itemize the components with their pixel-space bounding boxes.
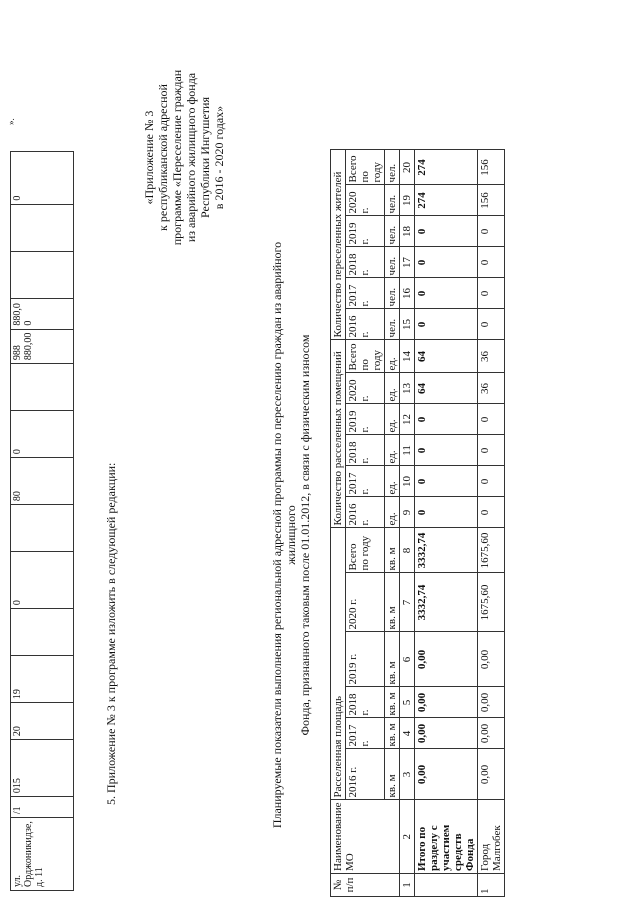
value-cell: 3332,74 [415,528,478,573]
table-body [415,150,505,897]
value-cell: 0 [415,435,478,466]
unit-cell: кв. м [385,632,400,687]
column-number: 15 [400,309,415,340]
cell: 880,0 0 [11,298,74,329]
column-numbers-row [400,150,415,897]
indicators-table [330,149,505,897]
unit-cell: чел. [385,185,400,216]
value-cell: 0 [415,278,478,309]
header-people: Количество переселенных жителей [331,150,346,340]
cell: 0 [11,151,74,204]
value-cell: 0,00 [478,749,505,800]
value-cell: 0 [478,404,505,435]
unit-cell: кв. м [385,749,400,800]
previous-table-fragment [10,151,74,891]
year-header: 2020 г. [346,373,385,404]
year-header: 2016 г. [346,309,385,340]
value-cell: 0 [478,247,505,278]
table-row [415,150,478,897]
column-number: 17 [400,247,415,278]
column-number: 11 [400,435,415,466]
unit-cell: ед. [385,373,400,404]
year-header: 2018 г. [346,435,385,466]
year-header: 2019 г. [346,216,385,247]
cell: 19 [11,656,74,703]
row-number [415,874,478,897]
column-number: 1 [400,874,415,897]
column-number: 12 [400,404,415,435]
year-header: Всего по году [346,150,385,185]
years-row [346,150,385,897]
column-number: 19 [400,185,415,216]
cell: /1 [11,797,74,818]
title-line: Фонда, признанного таковым после 01.01.2012, в связи с физическим износом [298,334,312,736]
column-number: 10 [400,466,415,497]
table-header-row [331,150,346,897]
year-header: 2017 г. [346,718,385,749]
value-cell: 0 [415,497,478,528]
value-cell: 0 [415,216,478,247]
year-header: 2019 г. [346,404,385,435]
column-number: 7 [400,573,415,632]
year-header: 2017 г. [346,466,385,497]
column-number: 5 [400,687,415,718]
year-header: 2016 г. [346,497,385,528]
cell [11,364,74,411]
unit-cell: ед. [385,404,400,435]
unit-cell: кв. м [385,573,400,632]
value-cell: 0,00 [478,718,505,749]
appendix-line: в 2016 - 2020 годах» [212,105,226,210]
value-cell: 0 [415,466,478,497]
value-cell: 0 [478,435,505,466]
unit-cell: ед. [385,497,400,528]
value-cell: 274 [415,150,478,185]
cell: 015 [11,740,74,797]
value-cell: 3332,74 [415,573,478,632]
column-number: 16 [400,278,415,309]
row-name: Город Малгобек [478,800,505,874]
cell: 80 [11,458,74,505]
column-number: 13 [400,373,415,404]
header-rooms: Количество расселенных помещений [331,340,346,528]
value-cell: 274 [415,185,478,216]
unit-cell: чел. [385,309,400,340]
value-cell: 0,00 [478,632,505,687]
year-header: 2016 г. [346,749,385,800]
title-line: Планируемые показатели выполнения региональной адресной программы по переселению граждан из аварийного жилищного [270,241,298,829]
value-cell: 0 [478,278,505,309]
closing-quote: ». [6,118,16,125]
value-cell: 36 [478,373,505,404]
year-header: 2017 г. [346,278,385,309]
unit-cell: чел. [385,247,400,278]
header-name: Наименование МО [331,800,400,874]
unit-cell: чел. [385,150,400,185]
value-cell: 0 [478,466,505,497]
cell [11,609,74,656]
appendix-line: «Приложение № 3 [142,110,156,205]
unit-cell: ед. [385,466,400,497]
value-cell: 1675,60 [478,573,505,632]
column-number: 14 [400,340,415,373]
value-cell: 0 [478,497,505,528]
year-header: Всего по году [346,340,385,373]
value-cell: 156 [478,150,505,185]
year-header: 2020 г. [346,185,385,216]
units-row [385,150,400,897]
column-number: 20 [400,150,415,185]
cell: 0 [11,411,74,458]
value-cell: 0 [415,247,478,278]
year-header: 2018 г. [346,247,385,278]
value-cell: 64 [415,340,478,373]
appendix-line: из аварийного жилищного фонда [184,72,198,243]
year-header: Всего по году [346,528,385,573]
value-cell: 0,00 [415,632,478,687]
cell: 20 [11,703,74,740]
table-row [11,151,74,890]
column-number: 6 [400,632,415,687]
year-header: 2020 г. [346,573,385,632]
value-cell: 36 [478,340,505,373]
value-cell: 156 [478,185,505,216]
row-number: 1 [478,874,505,897]
column-number: 18 [400,216,415,247]
year-header: 2018 г. [346,687,385,718]
column-number: 8 [400,528,415,573]
appendix-line: программе «Переселение граждан [170,69,184,246]
column-number: 9 [400,497,415,528]
column-number: 3 [400,749,415,800]
value-cell: 0 [478,216,505,247]
cell [11,251,74,298]
cell: ул. Орджоникидзе, д. 11 [11,818,74,891]
value-cell: 1675,60 [478,528,505,573]
value-cell: 0,00 [478,687,505,718]
cell: 988 880,00 [11,329,74,364]
table-row [478,150,505,897]
amendment-note: 5. Приложение № 3 к программе изложить в следующей редакции: [104,462,118,805]
unit-cell: ед. [385,340,400,373]
header-num: № п/п [331,874,400,897]
unit-cell: чел. [385,216,400,247]
row-name: Итого по разделу с участием средств Фонда [415,800,478,874]
appendix-heading [142,30,226,285]
unit-cell: кв. м [385,687,400,718]
cell [11,505,74,552]
value-cell: 0 [478,309,505,340]
cell: 0 [11,552,74,609]
value-cell: 0 [415,404,478,435]
year-header: 2019 г. [346,632,385,687]
unit-cell: кв. м [385,718,400,749]
value-cell: 0,00 [415,749,478,800]
appendix-line: к республиканской адресной [156,84,170,231]
value-cell: 64 [415,373,478,404]
value-cell: 0,00 [415,718,478,749]
unit-cell: чел. [385,278,400,309]
unit-cell: кв. м [385,528,400,573]
unit-cell: ед. [385,435,400,466]
value-cell: 0 [415,309,478,340]
cell [11,204,74,251]
appendix-line: Республики Ингушетия [198,97,212,218]
column-number: 4 [400,718,415,749]
table-title [270,215,312,855]
header-area: Расселенная площадь [331,528,346,800]
value-cell: 0,00 [415,687,478,718]
column-number: 2 [400,800,415,874]
